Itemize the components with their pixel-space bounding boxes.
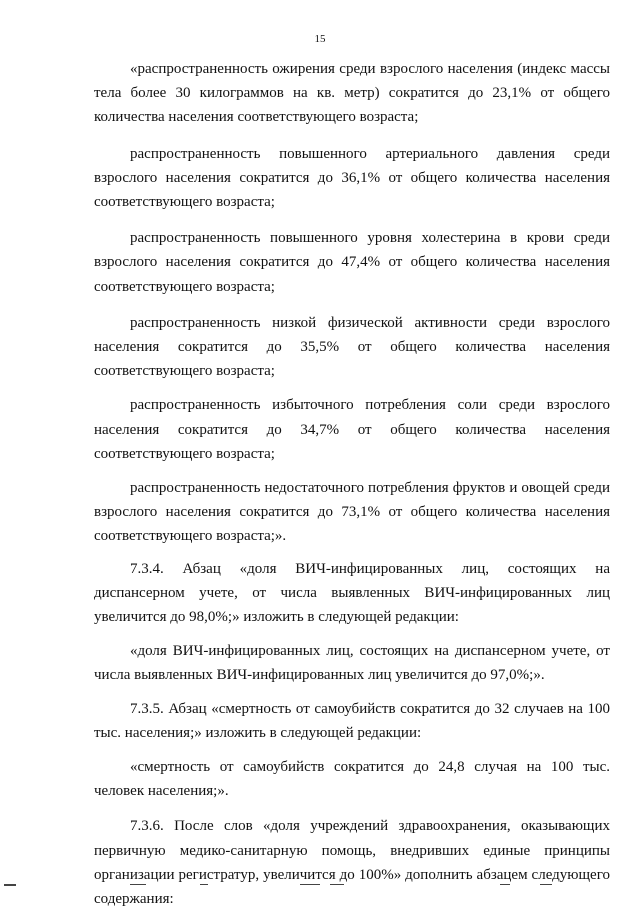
- paragraph-obesity: «распространенность ожирения среди взрослого населения (индекс массы тела более 30 килограммов на кв. метр) сократится до 23,1% от общего количества населения соответствующего возраста;: [94, 61, 610, 126]
- paragraph-7-3-5: 7.3.5. Абзац «смертность от самоубийств сократится до 32 случаев на 100 тыс. населения;» изложить в следующей редакции:: [94, 700, 610, 741]
- paragraph-7-3-6: 7.3.6. После слов «доля учреждений здравоохранения, оказывающих первичную медико-санитарную помощь, внедривших единые принципы организации регистратур, увеличится до 100%» дополнить абзацем следующего содержания:: [94, 818, 610, 908]
- scan-edge-marks: [0, 880, 640, 890]
- scan-mark: [300, 884, 320, 885]
- scan-mark: [130, 884, 146, 885]
- document-body: [94, 57, 610, 911]
- paragraph-salt: распространенность избыточного потребления соли среди взрослого населения сократится до 34,7% от общего количества населения соответствующего возраста;: [94, 397, 610, 462]
- scan-mark: [540, 884, 552, 885]
- paragraph-hiv-new: «доля ВИЧ-инфицированных лиц, состоящих на диспансерном учете, от числа выявленных ВИЧ-инфицированных лиц увеличится до 97,0%;».: [94, 643, 610, 684]
- paragraph-suicide-new: «смертность от самоубийств сократится до 24,8 случая на 100 тыс. человек населения;».: [94, 759, 610, 800]
- scan-mark: [330, 884, 344, 885]
- paragraph-physical-activity: распространенность низкой физической активности среди взрослого населения сократится до 35,5% от общего количества населения соответствующего возраста;: [94, 314, 610, 380]
- scan-mark: [500, 884, 510, 885]
- page-number: 15: [314, 33, 326, 45]
- paragraph-fruits-vegetables: распространенность недостаточного потребления фруктов и овощей среди взрослого населения сократится до 73,1% от общего количества населения соответствующего возраста;».: [94, 480, 610, 545]
- scan-mark: [4, 884, 16, 886]
- paragraph-blood-pressure: распространенность повышенного артериального давления среди взрослого населения сократится до 36,1% от общего количества населения соответствующего возраста;: [94, 145, 610, 211]
- paragraph-7-3-4: 7.3.4. Абзац «доля ВИЧ-инфицированных лиц, состоящих на диспансерном учете, от числа выявленных ВИЧ-инфицированных лиц увеличится до 98,0%;» изложить в следующей редакции:: [94, 560, 610, 626]
- paragraph-cholesterol: распространенность повышенного уровня холестерина в крови среди взрослого населения сократится до 47,4% от общего количества населения соответствующего возраста;: [94, 230, 610, 295]
- scan-mark: [200, 884, 208, 885]
